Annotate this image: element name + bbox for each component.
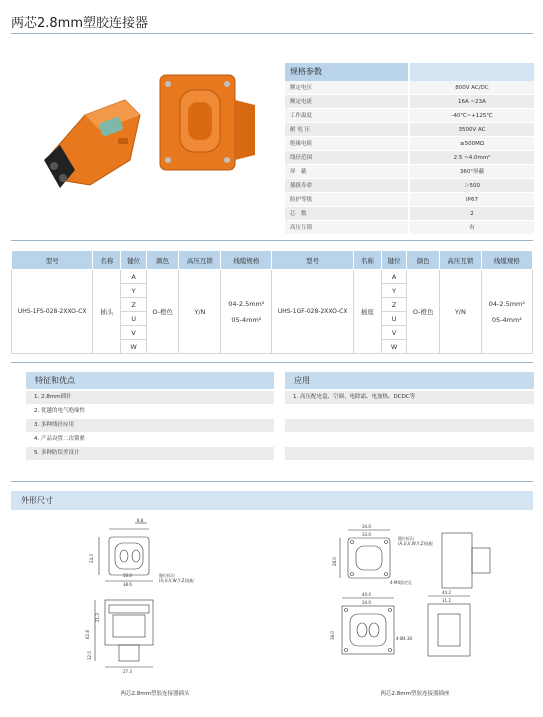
rec-dim-3: 28.0 [332,557,337,566]
spec-key: 额定电流 [285,95,408,108]
section-divider [11,240,533,241]
rec-dim-5: 44.4 [362,592,371,597]
spec-row [285,179,534,193]
model-color: O-橙色 [146,270,179,354]
plug-dim-2: 24.3 [89,554,94,563]
rec-key-note-sub: (A,U,V,W,Y,Z)选配 [398,541,434,546]
application-item [285,419,534,432]
model-col-header: 颜色 [146,251,179,270]
spec-key: 耐 电 压 [285,123,408,136]
cable-spec-2: 05-4mm² [231,315,262,324]
section-divider [11,362,533,363]
key-position: A [381,270,407,284]
product-photo [30,60,270,200]
spec-value: 2 [410,207,534,220]
feature-item: 2. 优越的电气绝缘性 [34,408,85,414]
spec-row [285,221,534,235]
spec-value: 800V AC/DC [410,81,534,94]
section-divider [11,481,533,482]
model-col-header: 型号 [272,251,353,270]
model-col-header: 颜色 [407,251,440,270]
cable-spec-2: 05-4mm² [491,315,522,324]
model-number: UHS-1FS-028-2XXO-CX [12,270,93,354]
spec-value: 有 [410,221,534,234]
model-col-header: 高压互锁 [439,251,481,270]
application-item: 1. 高压配电盒、空调、电除霜、电加热、DCDC等 [285,391,534,404]
spec-value: ≥500MΩ [410,137,534,150]
key-position: W [121,340,147,354]
key-position: V [121,326,147,340]
plug-caption: 两芯2.8mm塑胶连接器插头 [120,691,190,697]
key-position: U [121,312,147,326]
model-col-header: 线缆规格 [221,251,272,270]
rec-dim-7: 38.0 [330,631,335,640]
application-item [285,405,534,418]
spec-value: ＞500 [410,179,534,192]
spec-key: 工作温度 [285,109,408,122]
plug-image [44,100,140,188]
cable-spec [221,270,272,354]
receptacle-drawing [330,518,500,678]
plug-dim-3: 38.6 [123,582,132,587]
model-col-header: 键位 [381,251,407,270]
model-col-header: 型号 [12,251,93,270]
spec-row [285,151,534,165]
model-col-header: 线缆规格 [481,251,532,270]
feature-item: 4. 产品设置二次锁紧 [34,436,85,442]
model-col-header: 名称 [353,251,381,270]
specs-table [285,63,534,235]
plug-key-note: 键位标识 [159,573,175,578]
spec-row [285,81,534,95]
receptacle-caption: 两芯2.8mm塑胶连接器插座 [380,691,450,697]
features-header: 特征和优点 [26,372,274,389]
rec-dim-1: 34.0 [362,524,371,529]
spec-row [285,207,534,221]
spec-key: 防护等级 [285,193,408,206]
plug-drawing [85,515,225,675]
spec-row [285,193,534,207]
rec-dim-6: 34.0 [362,600,371,605]
key-position: U [381,312,407,326]
spec-row [285,137,534,151]
spec-key: 线径范围 [285,151,408,164]
spec-key: 芯 数 [285,207,408,220]
feature-item: 1. 2.8mm插针 [26,391,274,404]
feature-item: 3. 多种线径应用 [26,419,274,432]
model-hvil: Y/N [439,270,481,354]
key-position: Y [381,284,407,298]
page-title: 两芯2.8mm塑胶连接器 [11,16,149,31]
key-position: W [381,340,407,354]
plug-dim-5: 21.3 [95,613,100,622]
application-item [285,447,534,460]
model-hvil: Y/N [179,270,221,354]
spec-value: -40℃~+125℃ [410,109,534,122]
spec-key: 额定电压 [285,81,408,94]
model-name: 插头 [93,270,121,354]
spec-row [285,165,534,179]
spec-key: 插拔寿命 [285,179,408,192]
cable-spec-1: 04-2.5mm² [228,299,265,308]
rec-dim-8: 44.2 [442,590,451,595]
model-col-header: 名称 [93,251,121,270]
application-header: 应用 [285,372,534,389]
model-col-header: 键位 [121,251,147,270]
spec-value: 2.5 ~4.0mm² [410,151,534,164]
key-position: Z [121,298,147,312]
spec-value: IP67 [410,193,534,206]
plug-dim-7: 27.3 [123,669,132,674]
spec-key: 屏 蔽 [285,165,408,178]
spec-row [285,95,534,109]
model-number: UHS-1GF-028-2XXO-CX [272,270,353,354]
spec-value: 16A ~23A [410,95,534,108]
model-col-header: 高压互锁 [179,251,221,270]
spec-key: 高压互锁 [285,221,408,234]
key-position: Y [121,284,147,298]
plug-dim-1: 8.8 [137,518,144,523]
feature-item: 5. 多种防误差设计 [26,447,274,460]
model-name: 插座 [353,270,381,354]
cable-spec [481,270,532,354]
receptacle-image [160,75,255,170]
plug-dim-8: 32.5 [87,651,92,660]
specs-header: 规格参数 [285,63,408,81]
spec-key: 绝缘电阻 [285,137,408,150]
rec-dim-9: 4-Ø4.30 [396,636,413,641]
spec-row [285,123,534,137]
outline-header: 外形尺寸 [11,491,533,510]
application-item [285,433,534,446]
rec-dim-4: 4-M4固定孔 [390,580,412,585]
title-divider [11,33,533,34]
spec-value: 3500V AC [410,123,534,136]
model-table [11,250,533,354]
rec-key-note: 键位标识 [398,536,414,541]
spec-row [285,109,534,123]
plug-key-note-sub: (A,U,V,W,Y,Z)选配 [159,578,195,583]
cable-spec-1: 04-2.5mm² [488,299,525,308]
model-color: O-橙色 [407,270,440,354]
rec-dim-2: 33.0 [362,532,371,537]
plug-dim-6: 62.8 [85,630,90,639]
spec-value: 360°屏蔽 [410,165,534,178]
key-position: Z [381,298,407,312]
key-position: V [381,326,407,340]
plug-dim-4: 10.0 [123,573,132,578]
key-position: A [121,270,147,284]
table-row [12,270,533,284]
rec-dim-10: 31.2 [442,598,451,603]
